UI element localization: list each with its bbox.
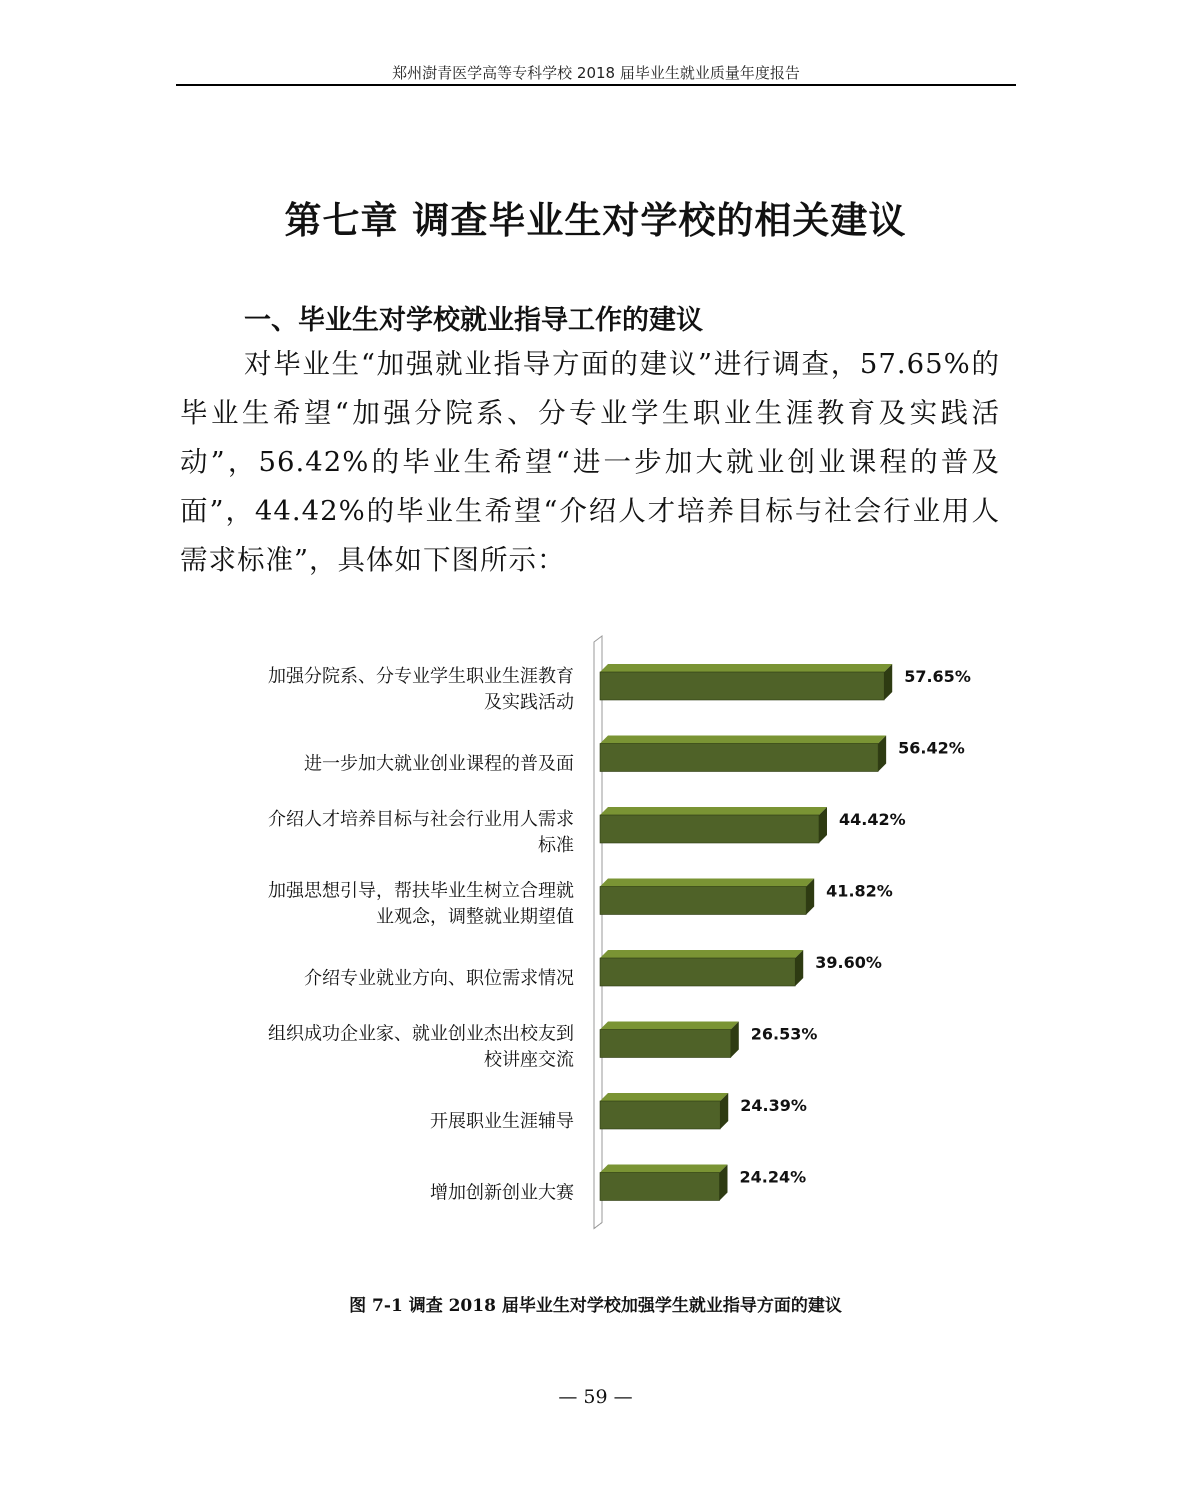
- bar: [600, 1030, 731, 1058]
- section-title: 一、毕业生对学校就业指导工作的建议: [244, 305, 703, 336]
- axis-wall: [594, 636, 602, 1229]
- category-label: 标准: [538, 835, 574, 856]
- value-label: 24.24%: [739, 1167, 807, 1187]
- bar: [600, 1101, 720, 1129]
- category-label: 介绍人才培养目标与社会行业用人需求: [268, 809, 574, 830]
- bar-group: [600, 736, 886, 772]
- bar-top: [600, 879, 814, 887]
- page-number: — 59 —: [558, 1386, 633, 1408]
- bar-group: [600, 807, 827, 843]
- category-label: 及实践活动: [484, 692, 574, 713]
- page-header: 郑州澍青医学高等专科学校 2018 届毕业生就业质量年度报告: [392, 64, 800, 82]
- value-label: 24.39%: [740, 1096, 807, 1115]
- bar-group: [600, 1165, 728, 1201]
- bar-top: [600, 736, 886, 744]
- bar-group: [600, 1022, 739, 1058]
- category-label: 业观念，调整就业期望值: [376, 906, 574, 928]
- bar: [600, 958, 795, 986]
- value-label: 44.42%: [838, 810, 906, 829]
- value-label: 39.60%: [815, 953, 882, 972]
- category-label: 组织成功企业家、就业创业杰出校友到: [268, 1023, 574, 1045]
- category-label: 介绍专业就业方向、职位需求情况: [304, 968, 574, 989]
- bar-group: [600, 664, 892, 700]
- bar: [600, 815, 819, 843]
- body-paragraph: 对毕业生“加强就业指导方面的建议”进行调查，57.65%的毕业生希望“加强分院系、分专业学生职业生涯教育及实践活动”，56.42%的毕业生希望“进一步加大就业创业课程的普及面”，44.42%的毕业生希望“介绍人才培养目标与社会行业用人需求标准”，具体如下图所示：: [180, 348, 1000, 576]
- bar-group: [600, 950, 803, 986]
- bar: [600, 744, 878, 772]
- chapter-title: 第七章 调查毕业生对学校的相关建议: [284, 199, 907, 242]
- bar-top: [600, 1093, 728, 1101]
- bar: [600, 672, 884, 700]
- bar-group: [600, 879, 814, 915]
- bar-top: [600, 664, 892, 672]
- bar: [600, 887, 806, 915]
- value-label: 41.82%: [826, 881, 893, 901]
- bar-group: [600, 1093, 728, 1129]
- bar-top: [600, 1022, 739, 1030]
- figure-caption: 图 7-1 调查 2018 届毕业生对学校加强学生就业指导方面的建议: [349, 1296, 842, 1316]
- value-label: 56.42%: [898, 738, 965, 758]
- category-label: 增加创新创业大赛: [430, 1182, 574, 1204]
- category-label: 进一步加大就业创业课程的普及面: [304, 753, 574, 775]
- value-label: 26.53%: [750, 1024, 818, 1044]
- header-rule: [176, 84, 1016, 86]
- value-label: 57.65%: [904, 667, 971, 686]
- category-label: 加强思想引导，帮扶毕业生树立合理就: [268, 880, 574, 902]
- category-label: 加强分院系、分专业学生职业生涯教育: [268, 666, 574, 687]
- bar: [600, 1173, 720, 1201]
- category-label: 开展职业生涯辅导: [430, 1111, 574, 1132]
- suggestion-bar-chart: [180, 630, 1010, 1245]
- bar-top: [600, 807, 827, 815]
- bar-top: [600, 950, 803, 958]
- bar-top: [600, 1165, 728, 1173]
- category-label: 校讲座交流: [484, 1049, 574, 1071]
